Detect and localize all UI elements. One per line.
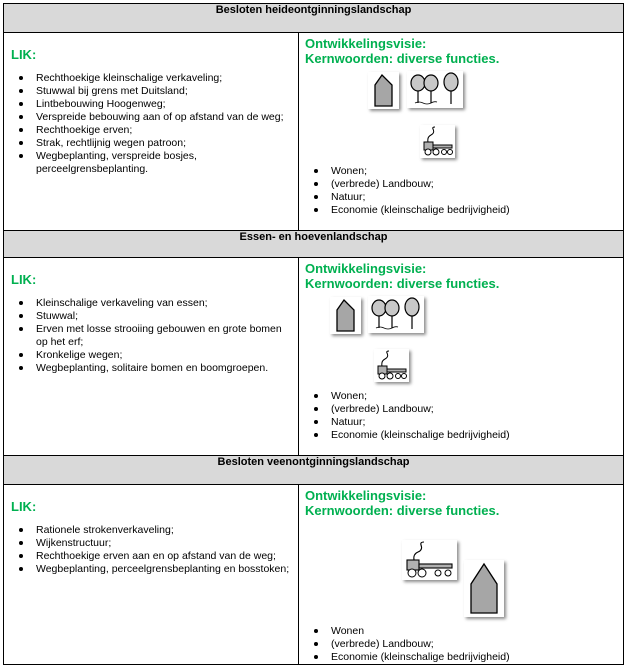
list-item: Wegbeplanting, perceelgrensbeplanting en bosstoken; [19, 563, 294, 576]
list-item: Natuur; [314, 191, 623, 204]
house-icon [464, 560, 504, 617]
vision-keywords: Kernwoorden: diverse functies. [305, 503, 500, 518]
lik-title: LIK: [11, 47, 37, 62]
list-item: (verbrede) Landbouw; [314, 403, 623, 416]
lik-list [4, 71, 298, 176]
icon-area [299, 291, 623, 388]
vision-heading: Ontwikkelingsvisie: [305, 36, 427, 51]
list-item: Wegbeplanting, solitaire bomen en boomgroepen. [19, 362, 294, 375]
lik-cell [4, 485, 299, 665]
list-item: Rationele strokenverkaveling; [19, 524, 294, 537]
list-item: Stuwwal; [19, 310, 294, 323]
vision-cell [299, 258, 624, 456]
lik-list [4, 296, 298, 375]
list-item: Strak, rechtlijnig wegen patroon; [19, 137, 294, 150]
lik-title: LIK: [11, 499, 37, 514]
list-item: Natuur; [314, 416, 623, 429]
list-item: Wonen; [314, 390, 623, 403]
lik-list [4, 523, 298, 576]
list-item: Kronkelige wegen; [19, 349, 294, 362]
list-item: Verspreide bebouwing aan of op afstand van de weg; [19, 111, 294, 124]
list-item: Rechthoekige kleinschalige verkaveling; [19, 72, 294, 85]
list-item: Rechthoekige erven aan en op afstand van de weg; [19, 550, 294, 563]
list-item: Economie (kleinschalige bedrijvigheid) [314, 204, 623, 217]
list-item: Economie (kleinschalige bedrijvigheid) [314, 429, 623, 442]
vision-cell [299, 485, 624, 665]
list-item: Rechthoekige erven; [19, 124, 294, 137]
list-item: Wegbeplanting, verspreide bosjes, perceelgrensbeplanting. [19, 150, 294, 176]
house-icon [368, 72, 399, 109]
vision-title [299, 33, 623, 66]
vision-list [299, 163, 623, 217]
list-item: Lintbebouwing Hoogenweg; [19, 98, 294, 111]
tractor-icon [374, 349, 409, 382]
list-item: Erven met losse strooiing gebouwen en grote bomen op het erf; [19, 323, 294, 349]
lik-title: LIK: [11, 272, 37, 287]
vision-heading: Ontwikkelingsvisie: [305, 261, 427, 276]
trees-icon [368, 296, 424, 333]
section-header: Besloten heideontginningslandschap [4, 4, 624, 33]
list-item: Kleinschalige verkaveling van essen; [19, 297, 294, 310]
lik-cell [4, 33, 299, 231]
list-item: Stuwwal bij grens met Duitsland; [19, 85, 294, 98]
vision-cell [299, 33, 624, 231]
tractor-icon [420, 125, 455, 158]
list-item: Wonen [314, 625, 623, 638]
section-header: Besloten veenontginningslandschap [4, 456, 624, 485]
list-item: (verbrede) Landbouw; [314, 178, 623, 191]
vision-keywords: Kernwoorden: diverse functies. [305, 51, 500, 66]
lik-cell [4, 258, 299, 456]
list-item: Wonen; [314, 165, 623, 178]
house-icon [330, 297, 361, 334]
tractor-icon [402, 540, 457, 580]
vision-heading: Ontwikkelingsvisie: [305, 488, 427, 503]
list-item: Wijkenstructuur; [19, 537, 294, 550]
landscape-table [3, 3, 624, 665]
icon-area [299, 518, 623, 623]
list-item: (verbrede) Landbouw; [314, 638, 623, 651]
vision-title [299, 485, 623, 518]
vision-list [299, 388, 623, 442]
vision-list [299, 623, 623, 664]
vision-title [299, 258, 623, 291]
section-header: Essen- en hoevenlandschap [4, 231, 624, 258]
trees-icon [407, 71, 463, 108]
vision-keywords: Kernwoorden: diverse functies. [305, 276, 500, 291]
list-item: Economie (kleinschalige bedrijvigheid) [314, 651, 623, 664]
icon-area [299, 66, 623, 163]
